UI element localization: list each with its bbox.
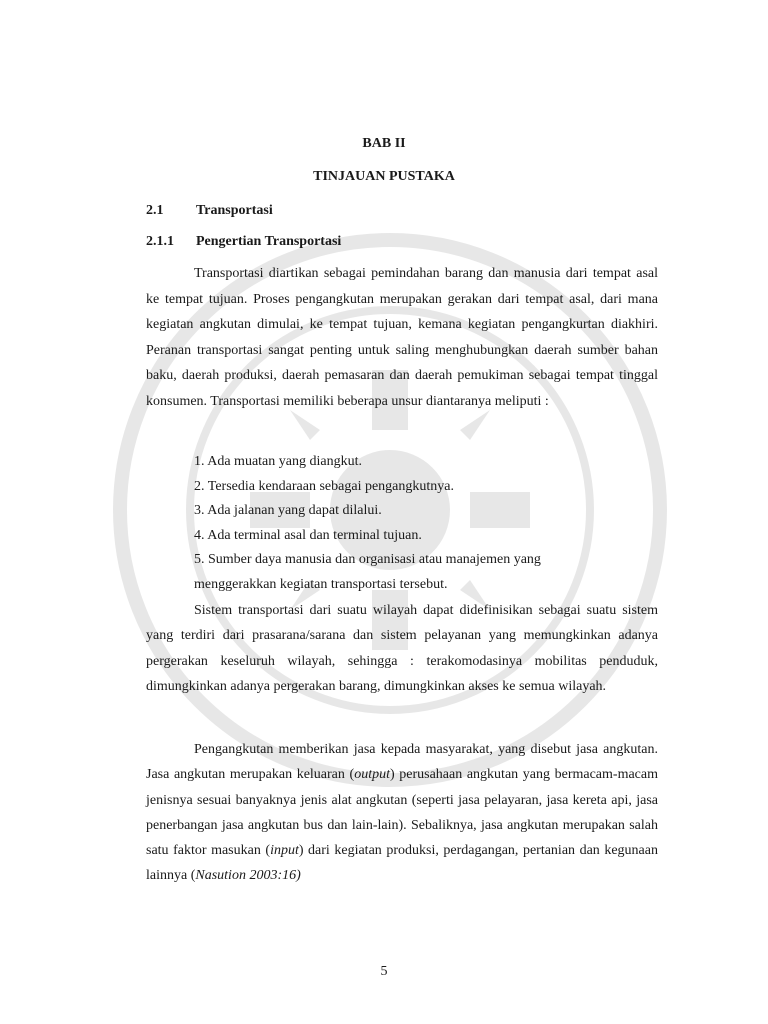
subsection-heading — [146, 234, 446, 254]
paragraph-transport-services — [146, 737, 658, 889]
chapter-title: TINJAUAN PUSTAKA — [313, 169, 455, 184]
paragraph3-text-2: ) perusahaan angkutan yang bermacam-macam jenisnya sesuai banyaknya jenis alat angkutan (seperti jasa pelayaran, jasa kereta api, jasa penerbangan jasa angkutan bus dan lain-lain). Sebaliknya, jasa angkutan merupakan salah satu faktor masukan ( — [146, 767, 658, 859]
list-item-continuation: menggerakkan kegiatan transportasi tersebut. — [194, 576, 448, 592]
page-number: 5 — [380, 964, 388, 979]
section-title: Transportasi — [196, 203, 273, 218]
subsection-number: 2.1.1 — [146, 234, 174, 249]
transport-elements-list — [194, 450, 634, 598]
list-item: 1. Ada muatan yang diangkut. — [194, 454, 362, 469]
list-item: 4. Ada terminal asal dan terminal tujuan. — [194, 527, 422, 543]
paragraph3-italic-input: input — [270, 843, 299, 859]
paragraph3-italic-output: output — [354, 767, 390, 783]
section-heading — [146, 203, 446, 223]
paragraph3-text-1: Pengangkutan memberikan jasa kepada masyarakat, yang disebut jasa angkutan. Jasa angkutan merupakan keluaran ( — [146, 742, 658, 783]
paragraph3-citation: Nasution 2003:16) — [195, 868, 301, 884]
list-item: 2. Tersedia kendaraan sebagai pengangkutnya. — [194, 478, 454, 494]
paragraph3-text-3: ) dari kegiatan produksi, perdagangan, pertanian dan kegunaan lainnya ( — [146, 843, 658, 884]
section-number: 2.1 — [146, 203, 164, 218]
paragraph-transport-system: Sistem transportasi dari suatu wilayah dapat didefinisikan sebagai suatu sistem yang terdiri dari prasarana/sarana dan sistem pelayanan yang memungkinkan adanya pergerakan keseluruh wilayah, sehingga : terakomodasinya mobilitas penduduk, dimungkinkan adanya pergerakan barang, dimungkinkan akses ke semua wilayah. — [146, 603, 658, 694]
subsection-title: Pengertian Transportasi — [196, 234, 342, 249]
paragraph-transport-definition: Transportasi diartikan sebagai pemindahan barang dan manusia dari tempat asal ke tempat tujuan. Proses pengangkutan merupakan gerakan dari tempat asal, dari mana kegiatan angkutan dimulai, ke tempat tujuan, kemana kegiatan pengangkurtan diakhiri. Peranan transportasi sangat penting untuk saling menghubungkan daerah sumber bahan baku, daerah produksi, daerah pemasaran dan daerah pemukiman sebagai tempat tinggal konsumen. Transportasi memiliki beberapa unsur diantaranya meliputi : — [146, 266, 658, 409]
chapter-label: BAB II — [362, 136, 406, 151]
list-item: 5. Sumber daya manusia dan organisasi atau manajemen yang — [194, 552, 541, 568]
list-item: 3. Ada jalanan yang dapat dilalui. — [194, 503, 382, 519]
